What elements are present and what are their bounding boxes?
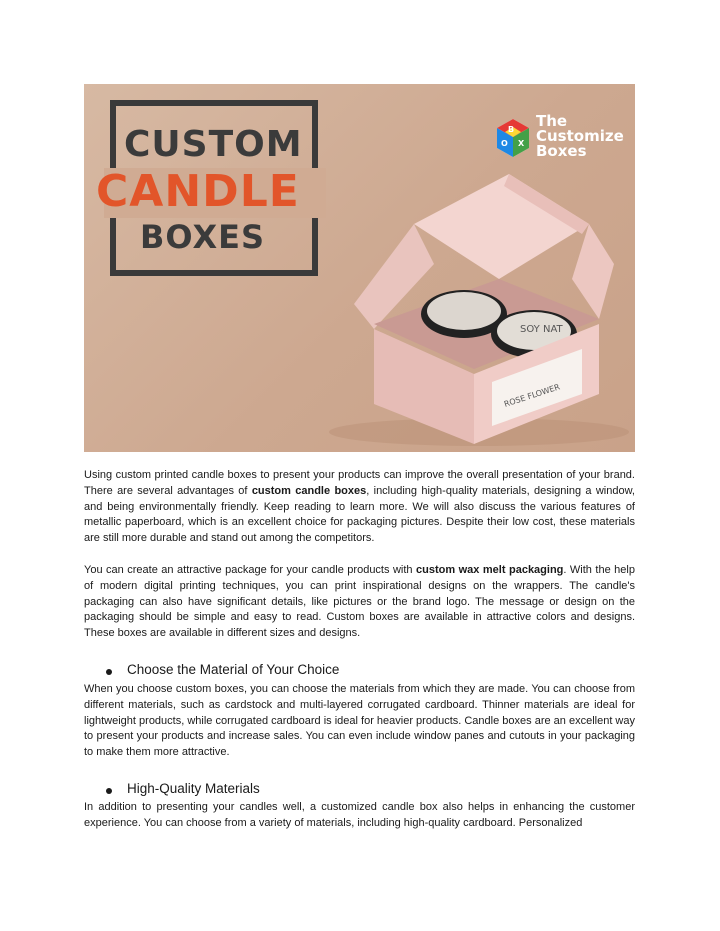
quality-paragraph: In addition to presenting your candles well, a customized candle box also helps in enhancing the customer experience. You can choose from a variety of materials, including high-quality cardboard. Personalized [84, 801, 635, 829]
candle-lid-text: SOY NAT [520, 324, 563, 335]
logo-letter-b: B [508, 125, 515, 134]
keyword-custom-wax-melt-packaging: custom wax melt packaging [416, 564, 564, 576]
material-paragraph: When you choose custom boxes, you can choose the materials from which they are made. You can choose from different materials, such as cardstock and multi-layered corrugated cardboard. Thinner materials are ideal for lightweight products, while corrugated cardboard is ideal for heavier products. Candle boxes are an excellent way to present your products and increase sales. You can even include window panes and cutouts in your packaging to make them more attractive. [84, 683, 635, 759]
hero-title-boxes: BOXES [140, 218, 266, 256]
logo-letter-o: O [501, 139, 508, 148]
intro-paragraph: Using custom printed candle boxes to present your products can improve the overall presentation of your brand. There are several advantages of custom candle boxes, including high-quality materials, designing a window, and being environmentally friendly. Keep reading to learn more. We will also discuss the various features of metallic paperboard, which is an excellent choice for packaging pictures. Despite their low cost, these materials are still more durable and stand out among the competitors. [84, 469, 635, 545]
hero-title-custom: CUSTOM [124, 124, 303, 165]
bullet-icon [106, 669, 112, 675]
product-label: ROSE FLOWER [502, 382, 562, 409]
packaging-paragraph: You can create an attractive package for your candle products with custom wax melt packaging. With the help of modern digital printing techniques, you can print inspirational designs on the wrappers. The candle's packaging can also have significant details, like pictures or the brand logo. The message or design on the packaging should be simple and easy to read. Custom boxes are available in attractive colors and designs. These boxes are available in different sizes and designs. [84, 564, 635, 640]
logo-letter-x: X [518, 139, 525, 148]
hero-title-candle: CANDLE [96, 166, 300, 217]
candle-box-illustration [314, 154, 634, 452]
keyword-custom-candle-boxes: custom candle boxes [251, 484, 367, 497]
bullet-icon [106, 788, 112, 794]
box-logo-icon [496, 118, 530, 158]
hero-image [84, 84, 635, 452]
brand-name: The Customize Boxes [536, 112, 624, 160]
